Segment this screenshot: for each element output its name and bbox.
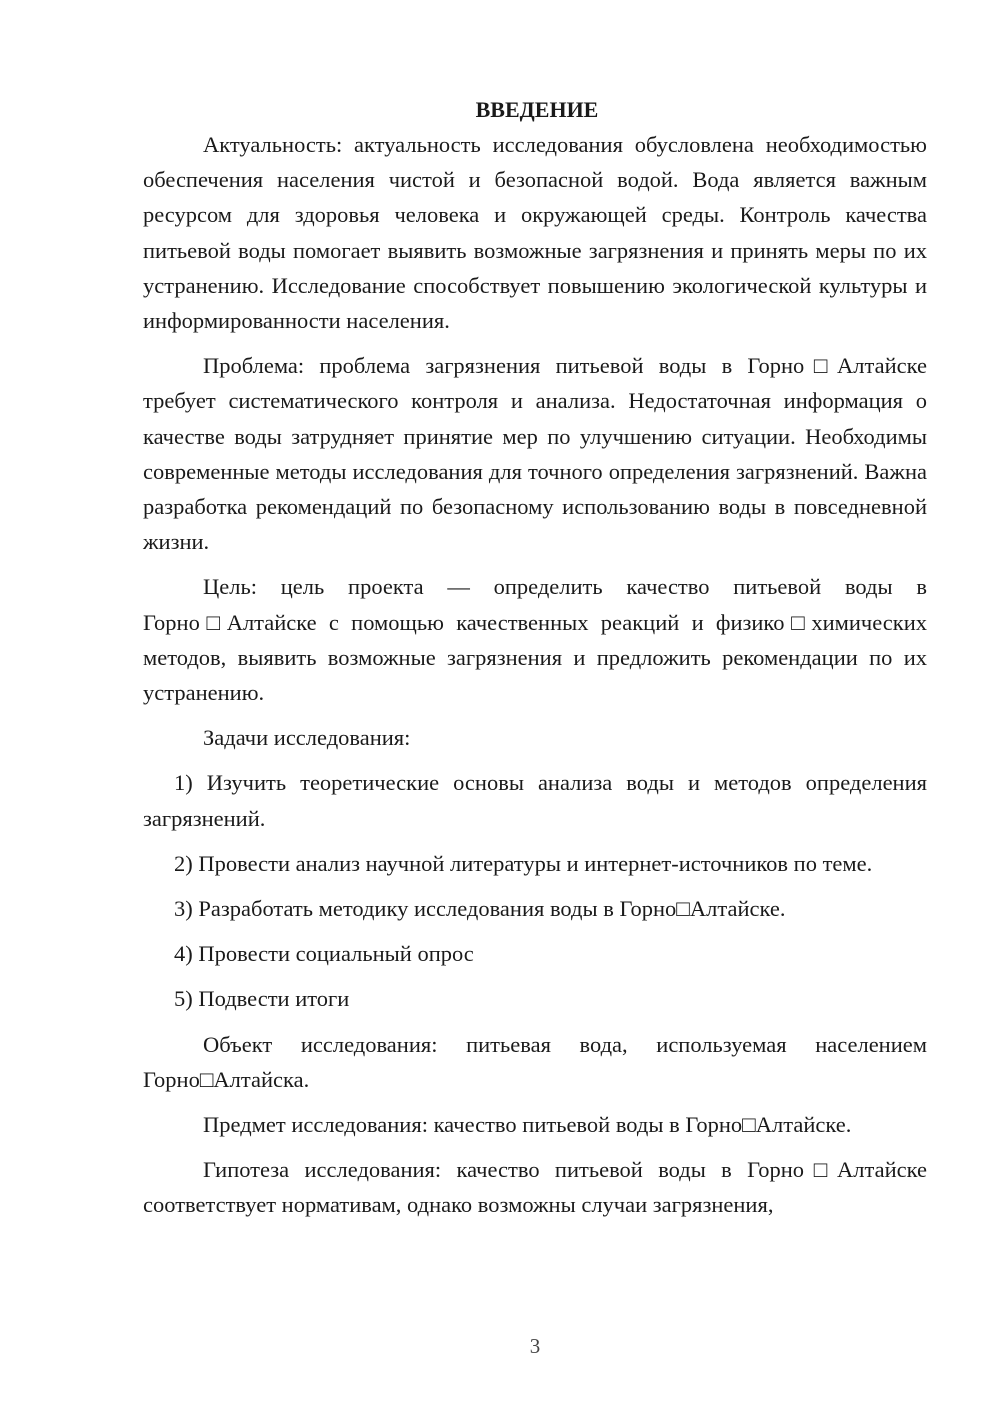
paragraph-relevance: Актуальность: актуальность исследования обусловлена необходимостью обеспечения населения чистой и безопасной водой. Вода является важным ресурсом для здоровья человека и окружающей среды. Контроль качества питьевой воды помогает выявить возможные загрязнения и принять меры по их устранению. Исследование способствует повышению экологической культуры и информированности населения.	[143, 132, 927, 334]
paragraph-problem: Проблема: проблема загрязнения питьевой воды в Горно□Алтайске требует систематического контроля и анализа. Недостаточная информация о качестве воды затрудняет принятие мер по улучшению ситуации. Необходимы современные методы исследования для точного определения загрязнений. Важна разработка рекомендаций по безопасному использованию воды в повседневной жизни.	[143, 353, 927, 555]
task-item-2: 2) Провести анализ научной литературы и интернет-источников по теме.	[174, 850, 873, 876]
paragraph-subject: Предмет исследования: качество питьевой воды в Горно□Алтайске.	[203, 1112, 852, 1138]
paragraph-hypothesis: Гипотеза исследования: качество питьевой воды в Горно□Алтайске соответствует нормативам, однако возможны случаи загрязнения,	[143, 1157, 927, 1218]
paragraph-object: Объект исследования: питьевая вода, используемая населением Горно□Алтайска.	[143, 1031, 927, 1092]
task-item-3: 3) Разработать методику исследования воды в Горно□Алтайске.	[174, 896, 786, 922]
tasks-title: Задачи исследования:	[203, 725, 411, 751]
task-item-5: 5) Подвести итоги	[174, 986, 350, 1012]
section-heading: ВВЕДЕНИЕ	[475, 97, 599, 122]
page-number: 3	[529, 1334, 541, 1358]
document-page	[143, 92, 927, 1233]
task-item-4: 4) Провести социальный опрос	[174, 941, 474, 967]
paragraph-goal: Цель: цель проекта — определить качество питьевой воды в Горно□Алтайске с помощью качественных реакций и физико□химических методов, выявить возможные загрязнения и предложить рекомендации по их устранению.	[143, 574, 927, 706]
task-item-1: 1) Изучить теоретические основы анализа воды и методов определения загрязнений.	[143, 770, 927, 831]
